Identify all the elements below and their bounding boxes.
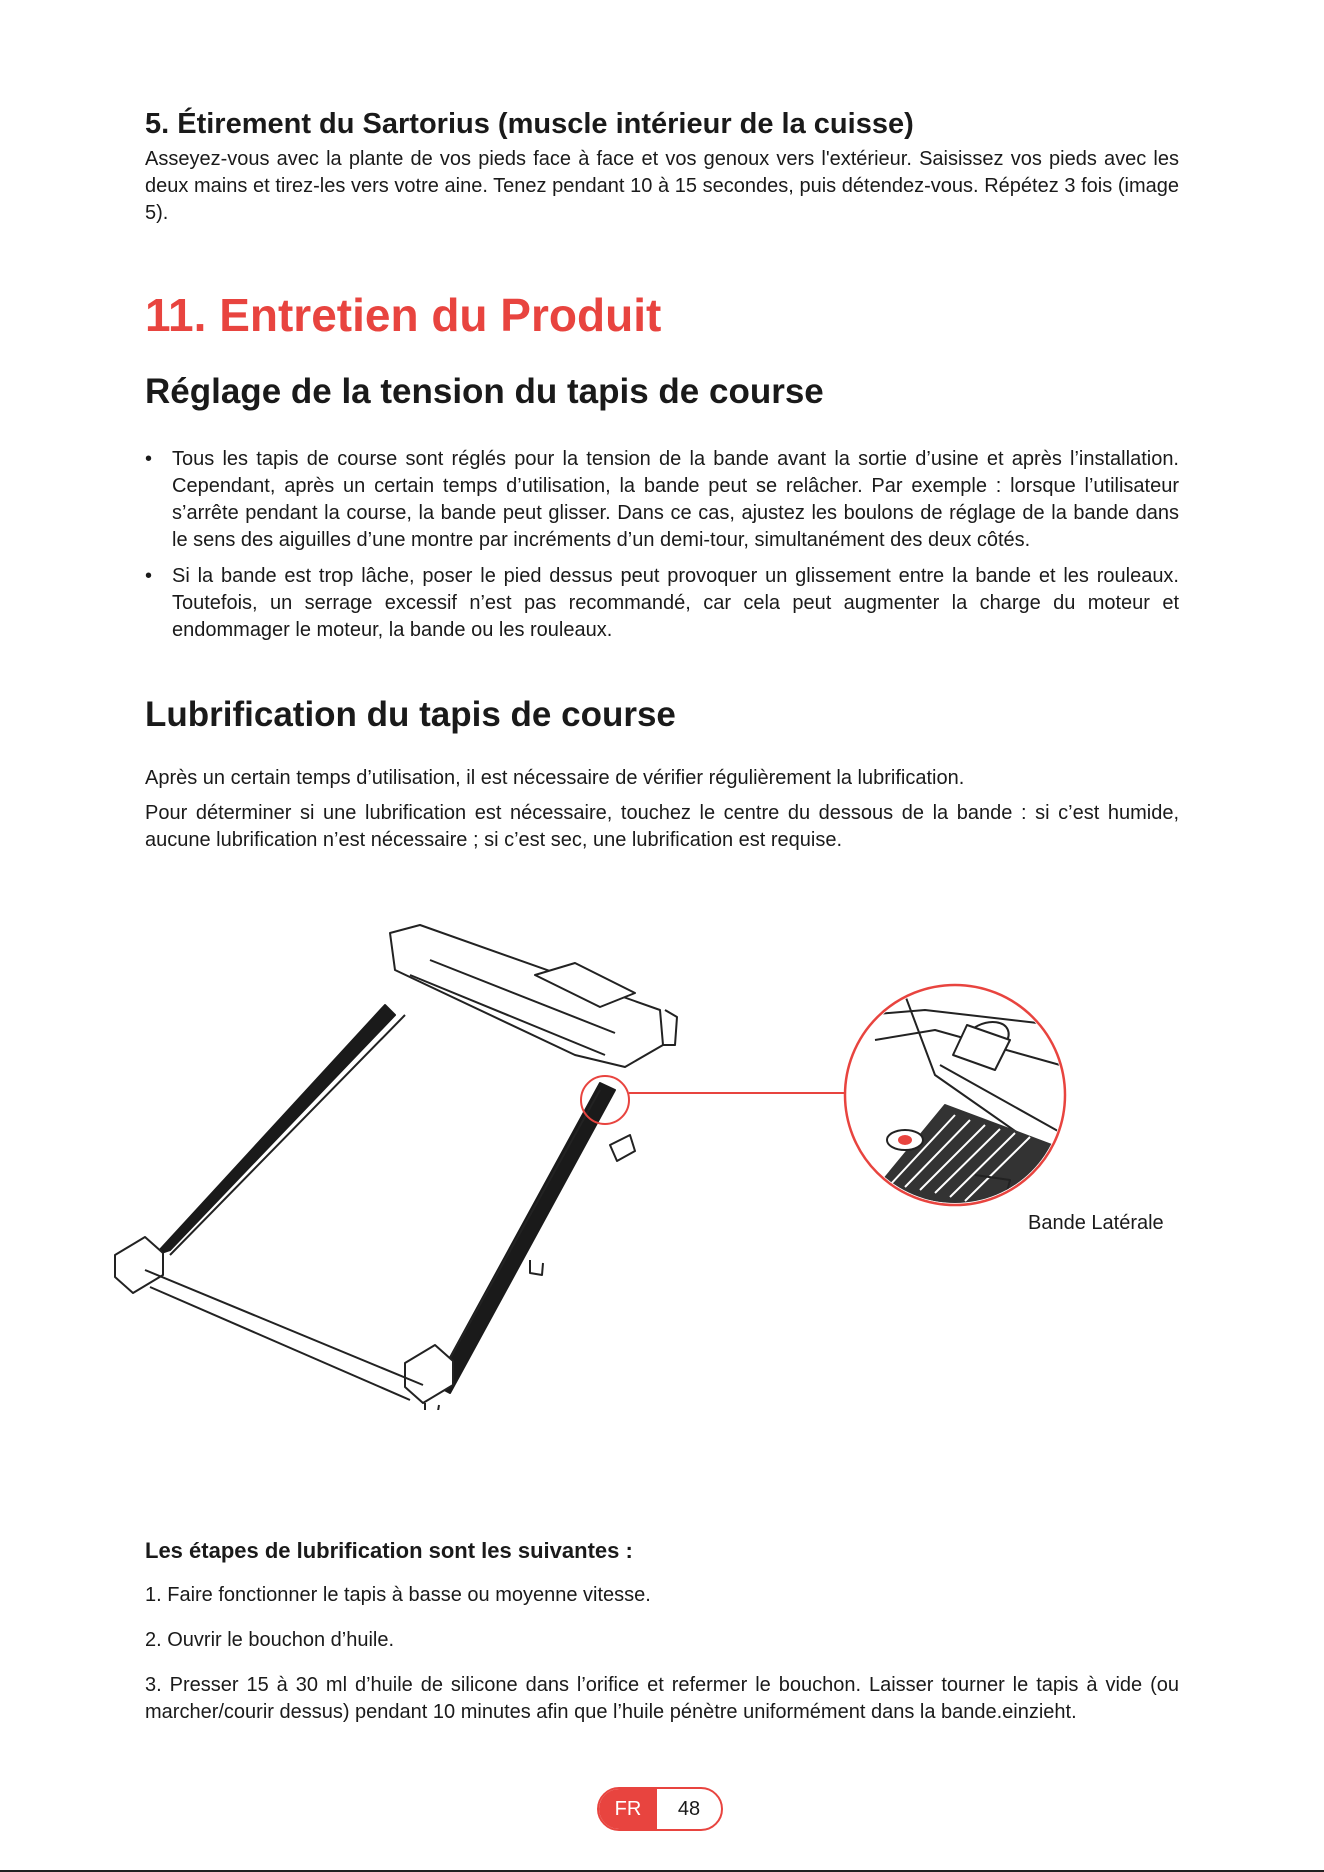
step-item: 1. Faire fonctionner le tapis à basse ou moyenne vitesse. [145,1584,651,1606]
lubrication-title: Lubrification du tapis de course [145,695,676,734]
section-5-title: 5. Étirement du Sartorius (muscle intérieur de la cuisse) [145,108,914,140]
step-item: 2. Ouvrir le bouchon d’huile. [145,1629,395,1651]
foot [530,1260,543,1275]
tension-bullet: • Si la bande est trop lâche, poser le pied dessus peut provoquer un glissement entre la bande et les rouleaux. Toutefois, un serrage excessif n’est pas recommandé, car cela peut augmenter la charge du moteur et endommager le moteur, la bande ou les rouleaux. [145,563,1179,644]
section-5-text: Asseyez-vous avec la plante de vos pieds face à face et vos genoux vers l'extérieur. Saisissez vos pieds avec les deux mains et tirez-les vers votre aine. Tenez pendant 10 à 15 secondes, puis détendez-vous. Répétez 3 fois (image 5). [145,148,1179,224]
page-footer [597,1787,723,1831]
step-item: 3. Presser 15 à 30 ml d’huile de silicone dans l’orifice et refermer le bouchon. Laisser tourner le tapis à vide (ou marcher/courir dessus) pendant 10 minutes afin que l’huile pénètre uniformément dans la bande.einzieht. [145,1674,1179,1723]
steps-title: Les étapes de lubrification sont les suivantes : [145,1538,633,1563]
tension-bullet-list [145,446,1179,653]
end-cap-left [115,1237,163,1293]
tension-bullet: • Tous les tapis de course sont réglés pour la tension de la bande avant la sortie d’usine et après l’installation. Cependant, après un certain temps d’utilisation, la bande peut se relâcher. Par exemple : lorsque l’utilisateur s’arrête pendant la course, la bande peut glisser. Dans ce cas, ajustez les boulons de réglage de la bande dans le sens des aiguilles d’une montre par incréments d’un demi-tour, simultanément des deux côtés. [145,446,1179,554]
chapter-title: 11. Entretien du Produit [145,289,662,341]
callout-label: Bande Latérale [1028,1212,1164,1234]
lubrication-paragraph: Pour déterminer si une lubrification est nécessaire, touchez le centre du dessous de la bande : si c’est humide, aucune lubrification n’est nécessaire ; si c’est sec, une lubrification est requise. [145,802,1179,851]
tension-title: Réglage de la tension du tapis de course [145,372,824,411]
page-number: 48 [677,1797,701,1820]
language-badge: FR [599,1789,657,1829]
lubrication-paragraph: Après un certain temps d’utilisation, il est nécessaire de vérifier régulièrement la lubrification. [145,767,965,789]
treadmill-illustration [105,915,1090,1410]
